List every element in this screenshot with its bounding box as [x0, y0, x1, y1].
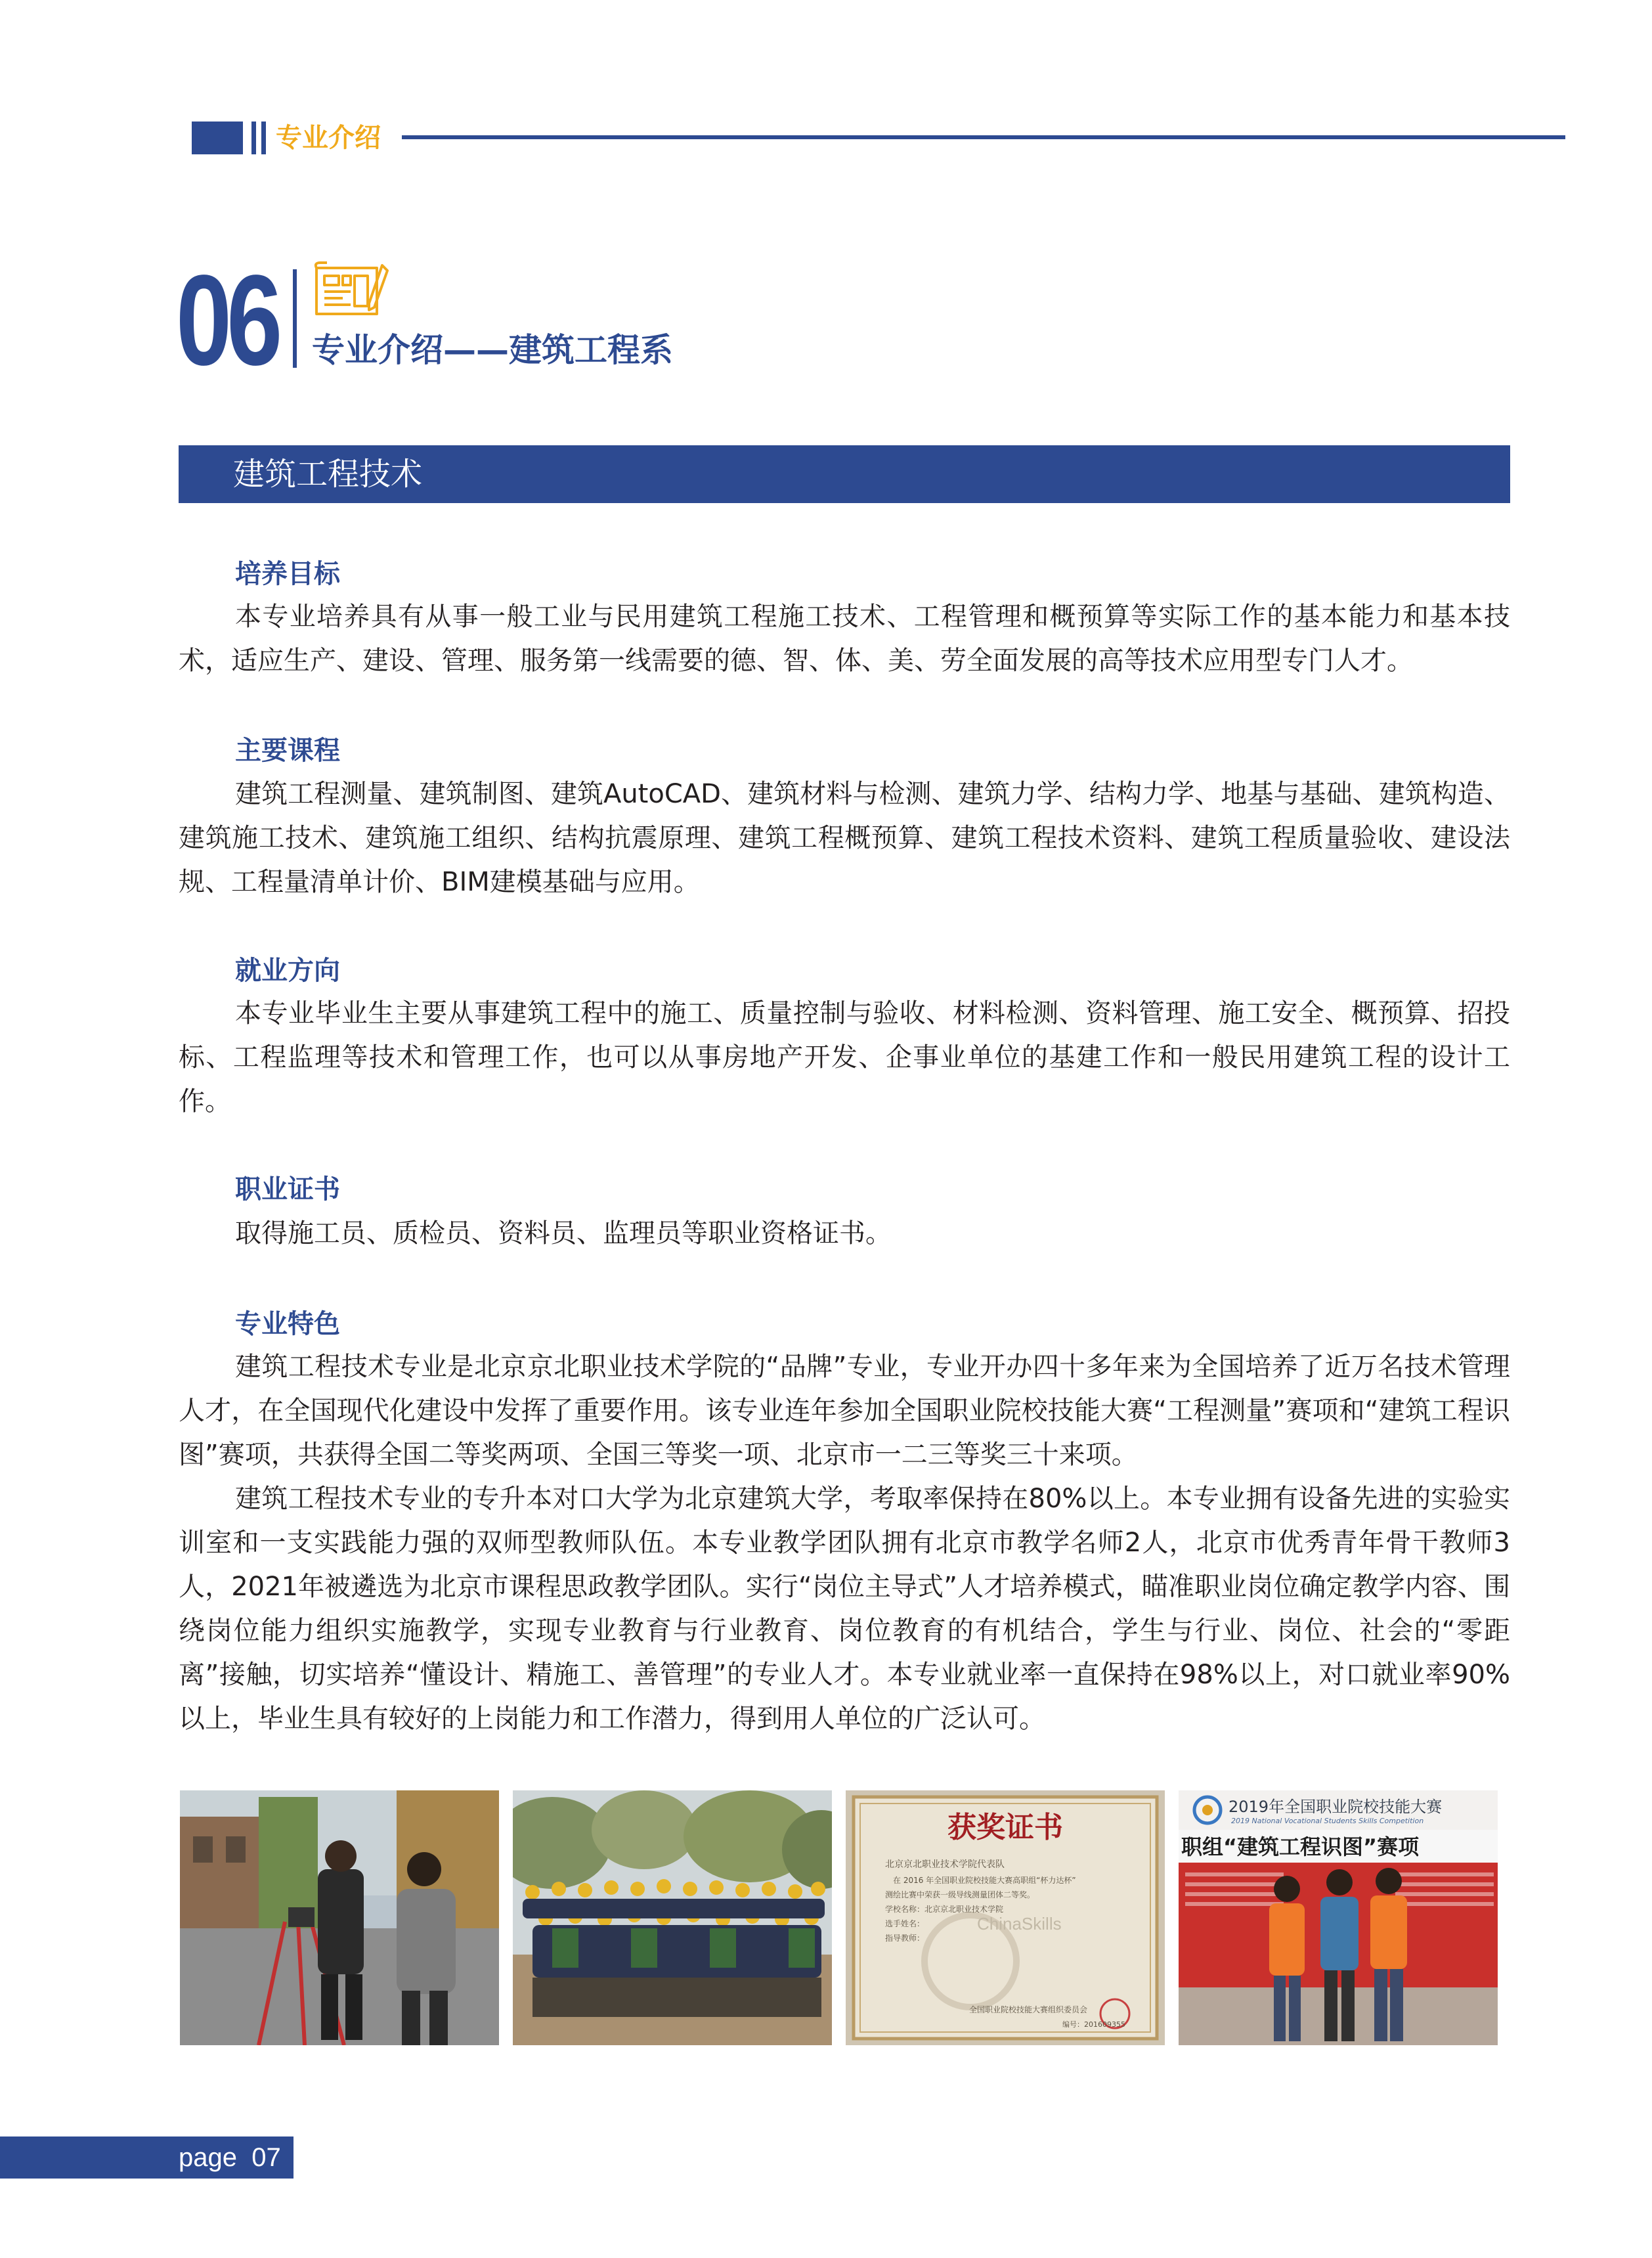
certificate-number: 编号：201609355	[1062, 2020, 1125, 2029]
paragraph-goal: 本专业培养具有从事一般工业与民用建筑工程施工技术、工程管理和概预算等实际工作的基本能力和基本技术，适应生产、建设、管理、服务第一线需要的德、智、体、美、劳全面发展的高等技术应用型专门人才。	[179, 602, 1510, 676]
paragraph-features-2: 建筑工程技术专业的专升本对口大学为北京建筑大学，考取率保持在80%以上。本专业拥有设备先进的实验实训室和一支实践能力强的双师型教师队伍。本专业教学团队拥有北京市教学名师2人，北京市优秀青年骨干教师3人，2021年被遴选为北京市课程思政教学团队。实行“岗位主导式”人才培养模式，瞄准职业岗位确定教学内容、围绕岗位能力组织实施教学，实现专业教育与行业教育、岗位教育的有机结合，学生与行业、岗位、社会的“零距离”接触，切实培养“懂设计、精施工、善管理”的专业人才。本专业就业率一直保持在98%以上，对口就业率90%以上，毕业生具有较好的上岗能力和工作潜力，得到用人单位的广泛认可。	[179, 1484, 1510, 1734]
section-title: 专业介绍——建筑工程系	[312, 331, 673, 369]
paragraph-careers: 本专业毕业生主要从事建筑工程中的施工、质量控制与验收、材料检测、资料管理、施工安全、概预算、招投标、工程监理等技术和管理工作，也可以从事房地产开发、企事业单位的基建工作和一般民用建筑工程的设计工作。	[179, 998, 1510, 1117]
photo-group	[513, 1790, 832, 2045]
section-number: 06	[176, 248, 278, 392]
paragraph-certs: 取得施工员、质检员、资料员、监理员等职业资格证书。	[235, 1218, 892, 1249]
paragraph-features-1: 建筑工程技术专业是北京京北职业技术学院的“品牌”专业，专业开办四十多年来为全国培养了近万名技术管理人才，在全国现代化建设中发挥了重要作用。该专业连年参加全国职业院校技能大赛“工程测量”赛项和“建筑工程识图”赛项，共获得全国二等奖两项、全国三等奖一项、北京市一二三等奖三十来项。	[179, 1352, 1510, 1470]
heading-features: 专业特色	[235, 1309, 340, 1339]
header-label: 专业介绍	[276, 123, 381, 153]
heading-certs: 职业证书	[235, 1174, 340, 1205]
certificate-line: 学校名称：北京京北职业技术学院	[885, 1905, 1004, 1914]
photo-award-certificate	[846, 1790, 1165, 2045]
heading-courses: 主要课程	[235, 736, 340, 766]
header-block	[192, 122, 243, 154]
header-rule	[402, 135, 1565, 139]
competition-banner-subtitle: 2019 National Vocational Students Skills Competition	[1231, 1817, 1424, 1825]
photo-competition	[1179, 1790, 1498, 2045]
certificate-title: 获奖证书	[947, 1811, 1063, 1844]
certificate-line: 在 2016 年全国职业院校技能大赛高职组“杯力达杯”	[893, 1876, 1076, 1885]
competition-banner-title: 2019年全国职业院校技能大赛	[1228, 1798, 1443, 1816]
page-number: page 07	[179, 2143, 281, 2172]
competition-banner-event: 职组“建筑工程识图”赛项	[1181, 1834, 1420, 1859]
certificate-issuer: 全国职业院校技能大赛组织委员会	[969, 2005, 1088, 2014]
photo-surveying	[180, 1790, 499, 2045]
blueprint-icon	[314, 261, 393, 321]
certificate-watermark: ChinaSkills	[977, 1914, 1062, 1934]
heading-careers: 就业方向	[235, 956, 340, 986]
header-divider-bar	[251, 122, 256, 154]
certificate-line: 测绘比赛中荣获一级导线测量团体二等奖。	[885, 1890, 1035, 1899]
section-separator	[293, 269, 297, 368]
certificate-line: 选手姓名：	[885, 1919, 925, 1928]
certificate-line: 北京京北职业技术学院代表队	[885, 1859, 1005, 1870]
paragraph-courses: 建筑工程测量、建筑制图、建筑AutoCAD、建筑材料与检测、建筑力学、结构力学、地基与基础、建筑构造、建筑施工技术、建筑施工组织、结构抗震原理、建筑工程概预算、建筑工程技术资料、建筑工程质量验收、建设法规、工程量清单计价、BIM建模基础与应用。	[179, 779, 1510, 897]
header-divider-bar	[261, 122, 266, 154]
certificate-line: 指导教师：	[885, 1934, 925, 1943]
heading-goal: 培养目标	[235, 559, 340, 589]
title-bar-text: 建筑工程技术	[233, 456, 423, 493]
